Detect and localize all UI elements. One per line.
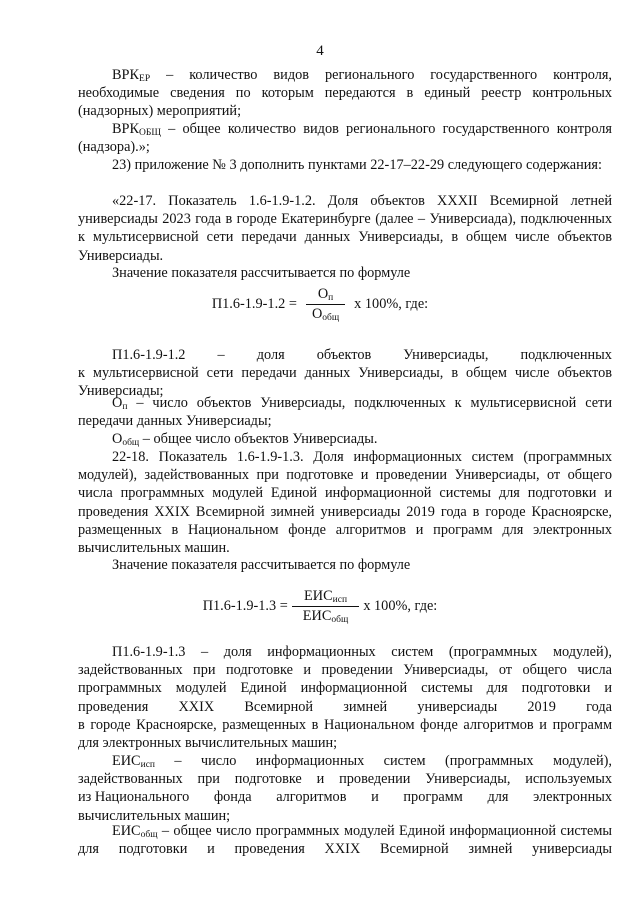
formula-intro-1: Значение показателя рассчитывается по формуле [112, 265, 411, 281]
item-23: 23) приложение № 3 дополнить пунктами 22-17–22-29 следующего содержания: [112, 157, 602, 173]
definition-vrk-total: $ВРК_{ОБЩ}$ – общее количество видов регионального государственного контроля (надзора).»; [78, 121, 612, 156]
symbol-o-obsh: $О_{общ}$ [112, 431, 140, 448]
formula-1-denominator: $О_{общ}$ [311, 305, 340, 323]
formula-1 [0, 282, 640, 326]
item-22-18: 22-18. Показатель 1.6-1.9-1.3. Доля информационных систем (программных модулей), задействованных при подготовке и проведении Универсиады, от общего числа программных модулей Единой информационной системы для подготовки и проведения XXIX Всемирной зимней универсиады 2019 года в городе Красноярске, размещенных в Национальном фонде алгоритмов и программ для электронных вычислительных машин. [78, 449, 612, 557]
formula-1-rhs: x 100%, где: [354, 295, 429, 312]
formula-1-numerator: $О_п$ [306, 286, 345, 305]
formula-2-lhs: П1.6-1.9-1.3 = [202, 597, 288, 614]
formula-intro-2: Значение показателя рассчитывается по формуле [112, 557, 411, 573]
formula-1-lhs: П1.6-1.9-1.2 = [211, 295, 297, 312]
formula-2 [0, 584, 640, 628]
item-22-17: «22-17. Показатель 1.6-1.9-1.2. Доля объектов XXXII Всемирной летней универсиады 2023 года в городе Екатеринбурге (далее – Универсиада), подключенных к мультисервисной сети передачи данных Универсиады, в общем числе объектов Универсиады. [78, 193, 612, 264]
definition-eis-isp: $ЕИС_{исп}$ – число информационных систем (программных модулей), задействованных при подготовке и проведении Универсиады, используемых из Национального фонда алгоритмов и программ для электронных вычислительных машин; [78, 753, 612, 824]
definition-p-1-3-line4: проведения XXIX Всемирной зимней универсиады 2019 года [78, 698, 612, 715]
symbol-vrk-total: $ВРК_{ОБЩ}$ [112, 121, 161, 138]
symbol-eis-obsh: $ЕИС_{общ}$ [112, 823, 158, 840]
formula-2-fraction [291, 588, 361, 625]
page-number: 4 [316, 43, 324, 59]
definition-o-p: $О_п$ – число объектов Универсиады, подключенных к мультисервисной сети передачи данных Универсиады; [78, 395, 612, 430]
formula-1-fraction [300, 286, 351, 323]
definition-eis-isp-line3: из Национального фонда алгоритмов и программ для электронных [78, 789, 612, 806]
definition-vrk-ep: $ВРК_{ЕР}$ – количество видов регионального государственного контроля, необходимые сведения по которым передаются в единый реестр контрольных (надзорных) мероприятий; [78, 67, 612, 120]
definition-eis-obsh: $ЕИС_{общ}$ – общее число программных модулей Единой информационной системы для подготовки и проведения XXIX Всемирной зимней универсиады [78, 823, 612, 858]
formula-2-rhs: x 100%, где: [363, 597, 438, 614]
formula-2-numerator: $ЕИС_{исп}$ [292, 588, 359, 607]
formula-2-denominator: $ЕИС_{общ}$ [302, 607, 349, 625]
symbol-eis-isp: $ЕИС_{исп}$ [112, 753, 155, 770]
definition-p-1-3: П1.6-1.9-1.3 – доля информационных систем (программных модулей), задействованных при подготовке и проведении Универсиады, от общего числа программных модулей Единой информационной системы для подготовки и проведения XXIX Всемирной зимней универсиады 2019 года в городе Красноярске, размещенных в Национальном фонде алгоритмов и программ для электронных вычислительных машин; [78, 644, 612, 752]
symbol-o-p: $О_п$ [112, 395, 128, 412]
definition-o-obsh: $О_{общ}$ – общее число объектов Универсиады. [112, 431, 378, 448]
definition-p-1-2: П1.6-1.9-1.2 – доля объектов Универсиады, подключенных к мультисервисной сети передачи данных Универсиады, в общем числе объектов Универсиады; [78, 347, 612, 400]
symbol-vrk-ep: $ВРК_{ЕР}$ [112, 67, 151, 84]
